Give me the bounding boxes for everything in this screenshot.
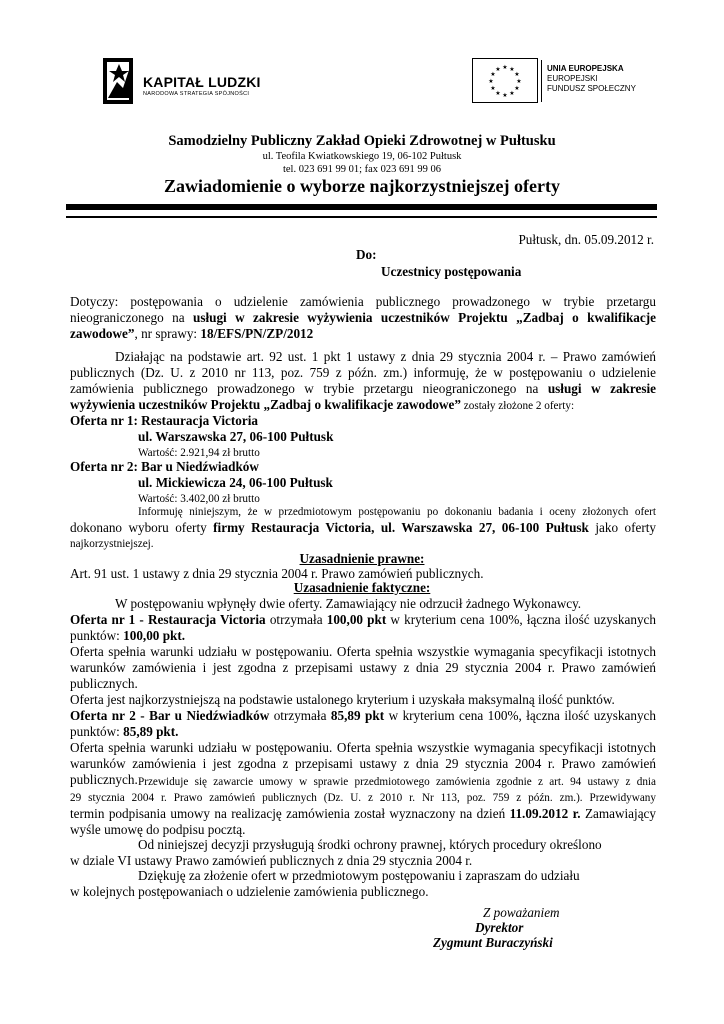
- legal-text: Art. 91 ust. 1 ustawy z dnia 29 stycznia 2004 r. Prawo zamówień publicznych.: [70, 566, 484, 581]
- eu-line1: UNIA EUROPEJSKA: [547, 64, 624, 73]
- factual-heading: Uzasadnienie faktyczne:: [293, 580, 431, 595]
- letter-date: Pułtusk, dn. 05.09.2012 r.: [518, 232, 654, 247]
- signature-name: Zygmunt Buraczyński: [433, 935, 553, 950]
- subject-line1: Dotyczy: postępowania o udzielenie zamówienia publicznego prowadzonego w trybie przetargu: [70, 294, 656, 309]
- contract-line3: termin podpisania umowy na realizację zamówienia został wyznaczony na dzień 11.09.2012 r. Zamawiający: [70, 806, 656, 821]
- svg-text:★: ★: [502, 92, 508, 99]
- intro-line2: publicznych (Dz. U. z 2010 nr 113, poz. 759 z późn. zm.) informuję, że w postępowaniu o udzielenie: [70, 365, 656, 380]
- intro-paragraph: [70, 349, 656, 414]
- svg-text:★: ★: [502, 64, 508, 71]
- offer-2: [70, 459, 656, 507]
- kapital-ludzki-emblem: [103, 58, 141, 106]
- intro-line3: zamówienia publicznego prowadzonego w trybie przetargu nieograniczonego na usługi w zakresie: [70, 381, 656, 396]
- offer-1-value: Wartość: 2.921,94 zł brutto: [138, 447, 260, 459]
- remedies-line1: Od niniejszej decyzji przysługują środki ochrony prawnej, których procedury określono: [138, 837, 602, 852]
- signature-role: Dyrektor: [475, 920, 524, 935]
- factual-body: [70, 596, 656, 788]
- contract-paragraph: [70, 774, 656, 838]
- offer-1-score-line: Oferta nr 1 - Restauracja Victoria otrzymała 100,00 pkt w kryterium cena 100%, łączna ilość uzyskanych: [70, 612, 656, 627]
- remedies-paragraph: [70, 837, 656, 869]
- svg-text:★: ★: [509, 90, 515, 97]
- contract-line1: Przewiduje się zawarcie umowy w sprawie przedmiotowego zamówienia zgodnie z art. 94 ustawy z dnia: [138, 776, 656, 788]
- kapital-ludzki-subtitle: NARODOWA STRATEGIA SPÓJNOŚCI: [143, 91, 250, 97]
- offer-1: [70, 413, 656, 461]
- recipient: Uczestnicy postępowania: [381, 264, 522, 279]
- subject-line2: nieograniczonego na usługi w zakresie wyżywienia uczestników Projektu „Zadbaj o kwalifikacje: [70, 310, 657, 325]
- thanks-line2: w kolejnych postępowaniach o udzielenie zamówienia publicznego.: [70, 884, 429, 899]
- offer-2-address: ul. Mickiewicza 24, 06-100 Pułtusk: [138, 475, 333, 490]
- svg-text:★: ★: [488, 78, 494, 85]
- svg-text:★: ★: [490, 85, 496, 92]
- legal-heading: Uzasadnienie prawne:: [299, 551, 425, 566]
- eu-text: [547, 64, 636, 94]
- svg-text:★: ★: [509, 66, 515, 73]
- thanks-line1: Dziękuję za złożenie ofert w przedmiotowym postępowaniu i zapraszam do udziału: [138, 868, 580, 883]
- contract-line4: wyśle umowę do podpisu pocztą.: [70, 822, 246, 837]
- offer-2-compliance-line1: Oferta spełnia warunki udziału w postępowaniu. Oferta spełnia wszystkie wymagania specyfikacji istotnych: [70, 740, 656, 755]
- svg-text:★: ★: [490, 71, 496, 78]
- eu-flag-icon: [472, 58, 538, 103]
- header-rule-thick: [66, 204, 657, 210]
- factual-line1: W postępowaniu wpłynęły dwie oferty. Zamawiający nie odrzucił żadnego Wykonawcy.: [115, 596, 582, 611]
- offer-1-points: punktów: 100,00 pkt.: [70, 628, 186, 643]
- offer-1-label: Oferta nr 1: Restauracja Victoria: [70, 413, 258, 428]
- organization-address: ul. Teofila Kwiatkowskiego 19, 06-102 Pułtusk: [262, 151, 462, 162]
- svg-text:★: ★: [516, 78, 522, 85]
- organization-phone: tel. 023 691 99 01; fax 023 691 99 06: [282, 164, 442, 175]
- offer-1-compliance-line1: Oferta spełnia warunki udziału w postępowaniu. Oferta spełnia wszystkie wymagania specyfikacji istotnych: [70, 644, 656, 659]
- eu-line3: FUNDUSZ SPOŁECZNY: [547, 84, 636, 93]
- remedies-line2: w dziale VI ustawy Prawo zamówień publicznych z dnia 29 stycznia 2004 r.: [70, 853, 473, 868]
- subject: [70, 294, 656, 342]
- offer-1-compliance-line3: publicznych.: [70, 676, 138, 691]
- thanks-paragraph: [70, 868, 656, 900]
- intro-line1: Działając na podstawie art. 92 ust. 1 pkt 1 ustawy z dnia 29 stycznia 2004 r. – Prawo zamówień: [115, 349, 656, 364]
- offer-1-address: ul. Warszawska 27, 06-100 Pułtusk: [138, 429, 334, 444]
- kapital-ludzki-logo: [103, 58, 273, 108]
- offer-2-value: Wartość: 3.402,00 zł brutto: [138, 493, 260, 505]
- document-title: Zawiadomienie o wyborze najkorzystniejszej oferty: [164, 176, 560, 196]
- contract-line2: 29 stycznia 2004 r. Prawo zamówień publicznych (Dz. U. z 2010 r. Nr 113, poz. 759 z późn. zm.). Przewidywany: [70, 792, 656, 804]
- organization-name: Samodzielny Publiczny Zakład Opieki Zdrowotnej w Pułtusku: [168, 133, 556, 149]
- header-rule-thin: [66, 216, 657, 218]
- intro-line4: wyżywienia uczestników Projektu „Zadbaj o kwalifikacje zawodowe” zostały złożone 2 oferty:: [70, 397, 575, 412]
- kapital-ludzki-title: KAPITAŁ LUDZKI: [143, 74, 261, 90]
- eu-logo: [472, 58, 652, 108]
- offer-1-compliance-line2: warunków zamówienia i jest zgodna z przepisami ustawy z dnia 29 stycznia 2004 r. Prawo zamówień: [70, 660, 656, 675]
- offer-2-label: Oferta nr 2: Bar u Niedźwiadków: [70, 459, 259, 474]
- decision-line3: najkorzystniejszej.: [70, 538, 154, 550]
- to-label: Do:: [356, 247, 377, 262]
- svg-text:★: ★: [514, 85, 520, 92]
- decision-line2: dokonano wyboru oferty firmy Restauracja Victoria, ul. Warszawska 27, 06-100 Pułtusk jako oferty: [70, 520, 656, 535]
- svg-text:★: ★: [514, 71, 520, 78]
- eu-line2: EUROPEJSKI: [547, 74, 598, 83]
- signature-regards: Z poważaniem: [483, 905, 560, 920]
- svg-text:★: ★: [495, 66, 501, 73]
- offer-2-score-line: Oferta nr 2 - Bar u Niedźwiadków otrzymała 85,89 pkt w kryterium cena 100%, łączna ilość uzyskanych: [70, 708, 656, 723]
- offer-2-compliance-line2: warunków zamówienia i jest zgodna z przepisami ustawy z dnia 29 stycznia 2004 r. Prawo zamówień: [70, 756, 656, 771]
- subject-line3: zawodowe”, nr sprawy: 18/EFS/PN/ZP/2012: [70, 326, 314, 341]
- eu-divider: [541, 60, 542, 102]
- svg-text:★: ★: [495, 90, 501, 97]
- best-offer-statement: Oferta jest najkorzystniejszą na podstawie ustalonego kryterium i uzyskała maksymalną ilość punktów.: [70, 692, 615, 707]
- decision-line1: Informuję niniejszym, że w przedmiotowym postępowaniu po dokonaniu badania i oceny złożonych ofert: [138, 506, 656, 518]
- decision: [70, 504, 656, 552]
- offer-2-points: punktów: 85,89 pkt.: [70, 724, 179, 739]
- offer-2-compliance-line3: publicznych.: [70, 772, 138, 787]
